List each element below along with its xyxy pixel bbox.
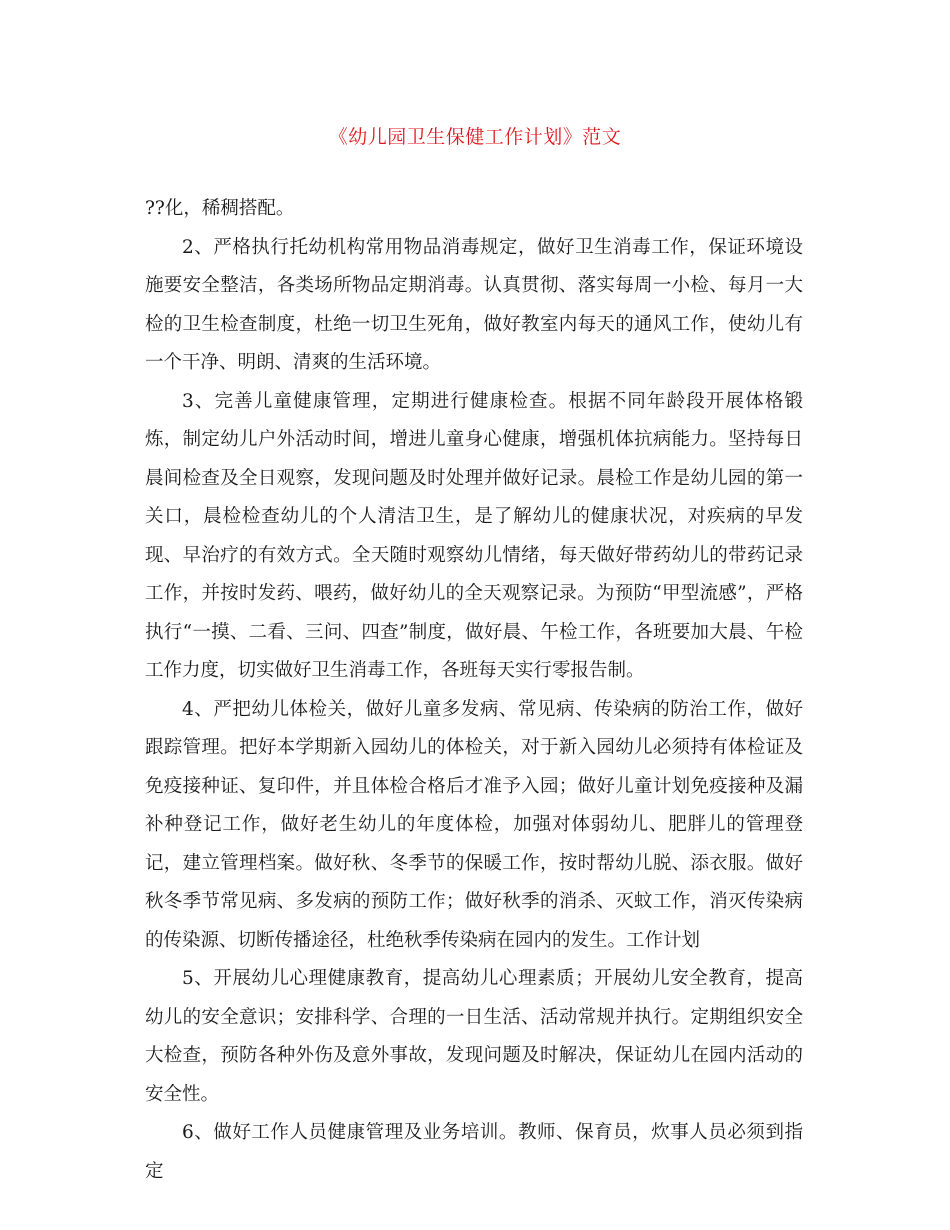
paragraph-item-4: 4、严把幼儿体检关，做好儿童多发病、常见病、传染病的防治工作，做好跟踪管理。把好本学期新入园幼儿的体检关，对于新入园幼儿必须持有体检证及免疫接种证、复印件，并且体检合格后才准予入园；做好儿童计划免疫接种及漏补种登记工作，做好老生幼儿的年度体检，加强对体弱幼儿、肥胖儿的管理登记，建立管理档案。做好秋、冬季节的保暖工作，按时帮幼儿脱、添衣服。做好秋冬季节常见病、多发病的预防工作；做好秋季的消杀、灭蚊工作，消灭传染病的传染源、切断传播途径，杜绝秋季传染病在园内的发生。工作计划	[145, 698, 803, 951]
paragraph-continuation: ??化，稀稠搭配。	[145, 198, 295, 219]
paragraph-item-5: 5、开展幼儿心理健康教育，提高幼儿心理素质；开展幼儿安全教育，提高幼儿的安全意识；安排科学、合理的一日生活、活动常规并执行。定期组织安全大检查，预防各种外伤及意外事故，发现问题及时解决，保证幼儿在园内活动的安全性。	[145, 968, 803, 1105]
paragraph-item-6: 6、做好工作人员健康管理及业务培训。教师、保育员，炊事人员必须到指定	[145, 1122, 803, 1182]
document-title: 《幼儿园卫生保健工作计划》范文	[328, 126, 622, 148]
paragraph-item-3: 3、完善儿童健康管理，定期进行健康检查。根据不同年龄段开展体格锻炼，制定幼儿户外活动时间，增进儿童身心健康，增强机体抗病能力。坚持每日晨间检查及全日观察，发现问题及时处理并做好记录。晨检工作是幼儿园的第一关口，晨检检查幼儿的个人清洁卫生，是了解幼儿的健康状况，对疾病的早发现、早治疗的有效方式。全天随时观察幼儿情绪，每天做好带药幼儿的带药记录工作，并按时发药、喂药，做好幼儿的全天观察记录。为预防“甲型流感”，严格执行“一摸、二看、三问、四查”制度，做好晨、午检工作，各班要加大晨、午检工作力度，切实做好卫生消毒工作，各班每天实行零报告制。	[145, 390, 803, 681]
document-body	[145, 190, 803, 1191]
paragraph-item-2: 2、严格执行托幼机构常用物品消毒规定，做好卫生消毒工作，保证环境设施要安全整洁，各类场所物品定期消毒。认真贯彻、落实每周一小检、每月一大检的卫生检查制度，杜绝一切卫生死角，做好教室内每天的通风工作，使幼儿有一个干净、明朗、清爽的生活环境。	[145, 236, 803, 373]
